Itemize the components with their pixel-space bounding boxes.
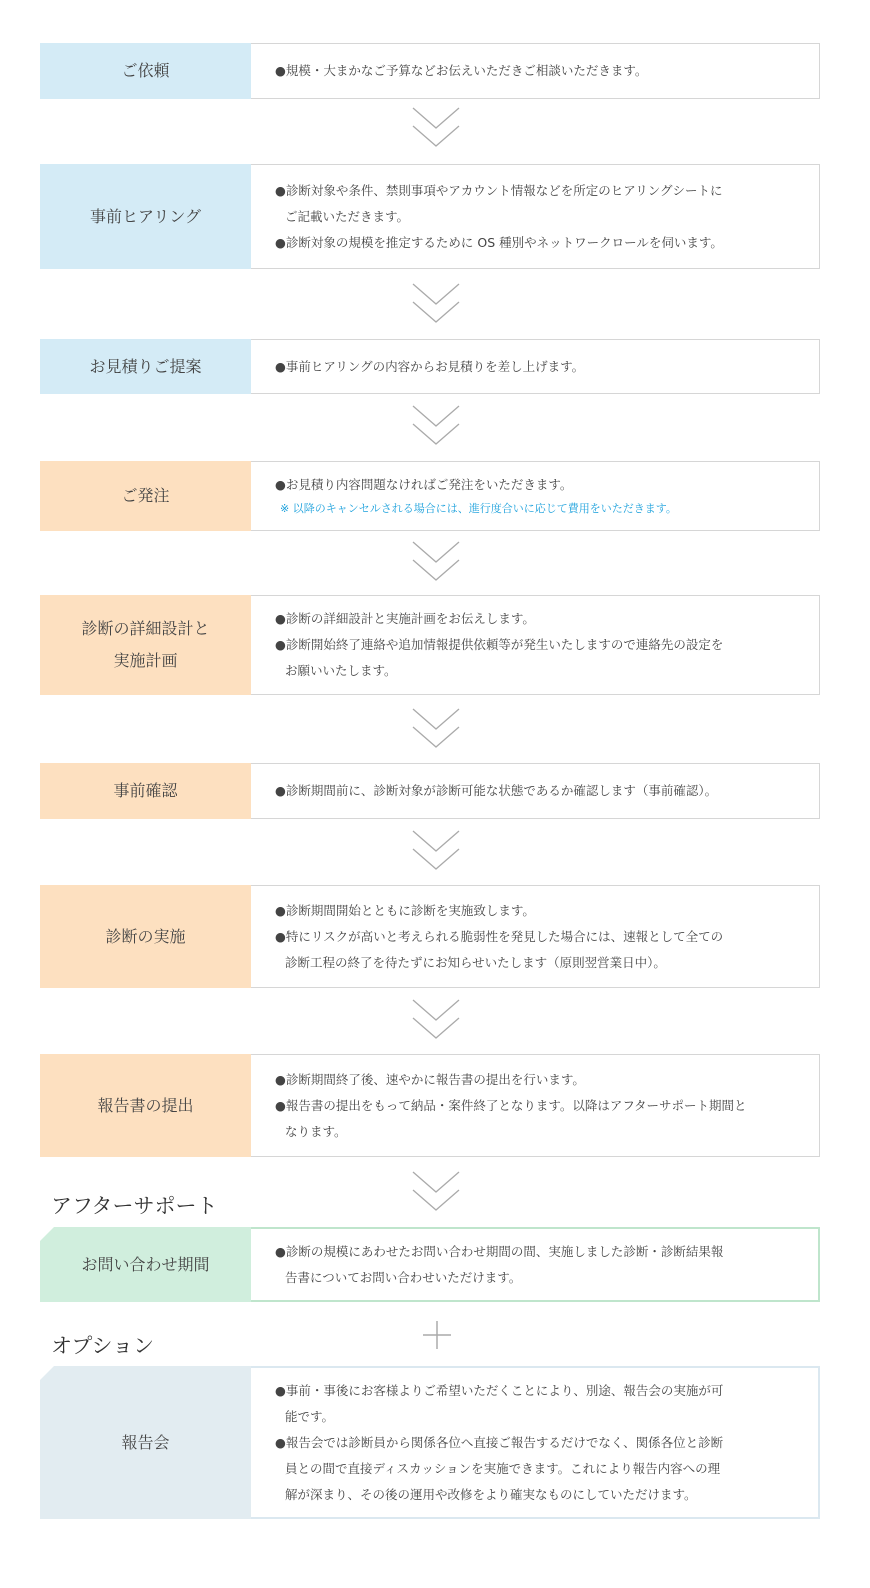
- chevron-down-icon: [411, 540, 461, 584]
- step-label-text: ご発注: [121, 486, 170, 505]
- description-line: ●診断の規模にあわせたお問い合わせ期間の間、実施しました診断・診断結果報: [275, 1243, 724, 1259]
- description-line: 員との間で直接ディスカッションを実施できます。これにより報告内容への理: [285, 1460, 721, 1476]
- step-label: [40, 1366, 251, 1519]
- cancellation-note: ※ 以降のキャンセルされる場合には、進行度合いに応じて費用をいただきます。: [280, 502, 677, 515]
- description-line: ●診断期間開始とともに診断を実施致します。: [275, 902, 535, 918]
- step-label-text: 報告会: [121, 1432, 170, 1452]
- description-line: 診断工程の終了を待たずにお知らせいたします（原則翌営業日中）。: [285, 954, 666, 970]
- step-report-meeting: [40, 1366, 820, 1519]
- description-line: お願いいたします。: [285, 663, 397, 678]
- chevron-down-icon: [411, 707, 461, 751]
- step-label-text: 事前確認: [113, 781, 178, 800]
- step-report-submission: [40, 1054, 820, 1157]
- description-line: ●事前ヒアリングの内容からお見積りを差し上げます。: [275, 358, 585, 374]
- step-description: [251, 164, 820, 269]
- step-label-text: 事前ヒアリング: [89, 206, 202, 226]
- description-line: ●診断の詳細設計と実施計画をお伝えします。: [275, 611, 535, 626]
- description-line: ●報告書の提出をもって納品・案件終了となります。以降はアフターサポート期間と: [275, 1097, 747, 1113]
- step-request: [40, 43, 820, 99]
- description-line: なります。: [285, 1123, 347, 1139]
- description-line: ●診断対象や条件、禁則事項やアカウント情報などを所定のヒアリングシートに: [275, 182, 723, 198]
- step-label: [40, 595, 251, 695]
- step-description: [251, 1054, 820, 1157]
- chevron-down-icon: [411, 1170, 461, 1214]
- step-label: [40, 339, 251, 394]
- step-label: [40, 1227, 251, 1302]
- step-description: [251, 461, 820, 531]
- description-line: ●診断対象の規模を推定するために OS 種別やネットワークロールを伺います。: [275, 234, 723, 250]
- step-label-text: 実施計画: [113, 651, 178, 670]
- chevron-down-icon: [411, 829, 461, 873]
- step-label: [40, 1054, 251, 1157]
- step-label-text: 診断の詳細設計と: [81, 619, 210, 638]
- description-line: ●診断期間終了後、速やかに報告書の提出を行います。: [275, 1071, 585, 1087]
- step-label: [40, 763, 251, 819]
- step-label-text: 報告書の提出: [97, 1095, 194, 1115]
- step-description: [251, 43, 820, 99]
- step-description: [251, 339, 820, 394]
- chevron-down-icon: [411, 106, 461, 150]
- description-line: ●規模・大まかなご予算などお伝えいただきご相談いただきます。: [275, 63, 648, 78]
- after-support-heading: アフターサポート: [51, 1194, 218, 1218]
- description-line: ●報告会では診断員から関係各位へ直接ご報告するだけでなく、関係各位と診断: [275, 1434, 724, 1450]
- corner-tab-shape: [40, 1366, 54, 1380]
- plus-icon: [421, 1319, 453, 1351]
- description-line: 告書についてお問い合わせいただけます。: [285, 1269, 522, 1285]
- step-description: [251, 885, 820, 988]
- step-execution: [40, 885, 820, 988]
- step-description: [251, 1227, 820, 1302]
- description-line: ●診断開始終了連絡や追加情報提供依頼等が発生いたしますので連絡先の設定を: [275, 637, 724, 652]
- chevron-down-icon: [411, 404, 461, 448]
- step-description: [251, 763, 820, 819]
- step-description: [251, 595, 820, 695]
- description-line: ●お見積り内容問題なければご発注をいただきます。: [275, 477, 573, 492]
- description-line: 解が深まり、その後の運用や改修をより確実なものにしていただけます。: [285, 1486, 697, 1502]
- step-label: [40, 885, 251, 988]
- description-line: ●診断期間前に、診断対象が診断可能な状態であるか確認します（事前確認）。: [275, 783, 718, 798]
- step-hearing: [40, 164, 820, 269]
- step-precheck: [40, 763, 820, 819]
- description-line: ご記載いただきます。: [285, 208, 410, 224]
- option-heading: オプション: [51, 1334, 155, 1358]
- chevron-down-icon: [411, 282, 461, 326]
- step-label: [40, 43, 251, 99]
- step-label-text: 診断の実施: [105, 926, 186, 946]
- step-detailed-design: [40, 595, 820, 695]
- step-estimate: [40, 339, 820, 394]
- description-line: ●特にリスクが高いと考えられる脆弱性を発見した場合には、速報として全ての: [275, 928, 724, 944]
- step-order: [40, 461, 820, 531]
- step-label-text: お見積りご提案: [89, 356, 202, 376]
- step-label: [40, 461, 251, 531]
- step-label-text: お問い合わせ期間: [81, 1254, 210, 1274]
- description-line: ●事前・事後にお客様よりご希望いただくことにより、別途、報告会の実施が可: [275, 1382, 724, 1398]
- chevron-down-icon: [411, 998, 461, 1042]
- step-inquiry-period: [40, 1227, 820, 1302]
- step-description: [251, 1366, 820, 1519]
- step-label: [40, 164, 251, 269]
- description-line: 能です。: [285, 1408, 335, 1424]
- corner-tab-shape: [40, 1227, 54, 1241]
- step-label-text: ご依頼: [121, 61, 170, 80]
